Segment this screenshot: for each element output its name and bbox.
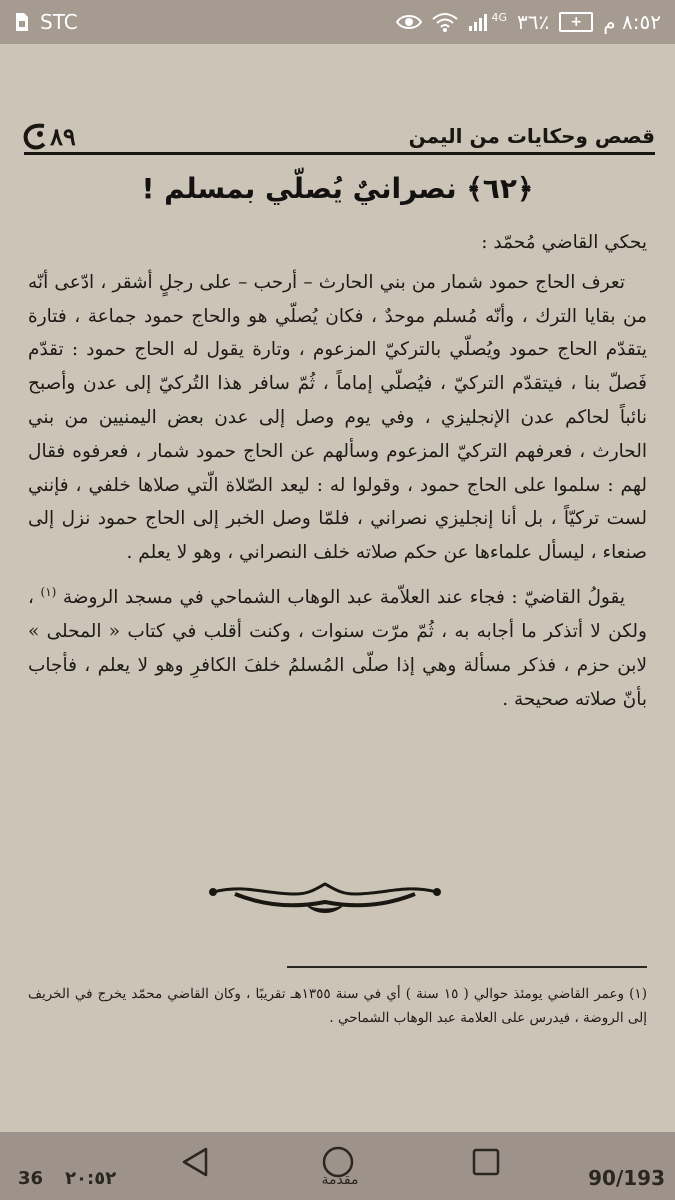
- clock: ٨:٥٢ م: [603, 10, 661, 34]
- paragraph-1: تعرف الحاج حمود شمار من بني الحارث – أرحب – على رجلٍ أشقر ، ادّعى أنّه من بقايا الترك ، وأنّه مُسلم موحدٌ ، فكان يُصلّي هو والحاج حمود جماعة ، فتارة يتقدّم الحاج حمود ويُصلّي بالتركيّ المزعوم ، وتارة يقول له الحاج حمود : تقدّم فَصلّ بنا ، فيتقدّم التركيّ ، فيُصلّي إماماً ، ثُمّ سافر هذا التُركيّ إلى عدن وأصبح نائباً لحاكم عدن الإنجليزي ، وفي يوم وصل إلى عدن بعض اليمنيين من بني الحارث ، فعرفهم التركيّ المزعوم وسألهم عن الحاج حمود شمار ، فعرفوه فقال لهم : سلموا على الحاج حمود ، وقولوا له : ليعد الصّلاة الّتي صلاها خلفي ، فإنني لست تركيّاً ، بل أنا إنجليزي نصراني ، فلمّا وصل الخبر إلى الحاج حمود نزل إلى صنعاء ، ليسأل علماءها عن حكم صلاته خلف النصراني ، وهو لا يعلم .: [28, 271, 647, 564]
- info-time: ٢٠:٥٢: [65, 1168, 117, 1189]
- footnote: (١) وعمر القاضي يومئذ حوالي ( ١٥ سنة ) أي في سنة ١٣٥٥هـ تقريبًا ، وكان القاضي محمّد يخرج في الخريف إلى الروضة ، فيدرس على العلامة عبد الوهاب الشماحي .: [28, 986, 647, 1026]
- network-type: 4G: [491, 10, 508, 24]
- home-label: مقدمة: [321, 1172, 359, 1188]
- running-head: [20, 124, 655, 164]
- status-left: [14, 10, 78, 34]
- chapter-title: ﴿٦٢﴾ نصرانيٌ يُصلّي بمسلم !: [141, 172, 534, 205]
- nav-info-left: [18, 1168, 116, 1189]
- page-counter: 90/193: [588, 1166, 665, 1190]
- square-recent-icon: [470, 1146, 502, 1178]
- paragraph-2-part-2: ، ولكن لا أتذكر ما أجابه به ، ثُمّ مرّت سنوات ، وكنت أقلب في كتاب « المحلى » لابن حزم ، فذكر مسألة وهي إذا صلّى المُسلمُ خلفَ الكافرِ وهو لا يعلم ، فأجاب بأنّ صلاته صحيحة .: [28, 587, 647, 710]
- paragraph-2-part-1: يقولُ القاضيّ : فجاء عند العلاّمة عبد الوهاب الشماحي في مسجد الروضة: [56, 587, 626, 609]
- footnote-reference[interactable]: (١): [40, 584, 57, 599]
- battery-charging-icon: +: [559, 12, 593, 32]
- body-text: [28, 226, 647, 716]
- status-right: [396, 10, 661, 34]
- book-title: قصص وحكايات من اليمن: [408, 124, 655, 148]
- battery-percent: ٣٦٪: [517, 10, 550, 34]
- eye-comfort-icon: [396, 13, 422, 31]
- wifi-icon: [432, 12, 458, 32]
- back-button[interactable]: [175, 1142, 215, 1182]
- header-rule: [24, 152, 655, 155]
- status-bar: [0, 0, 675, 44]
- corner-ornament-icon: [20, 122, 48, 154]
- footnote-rule: [287, 966, 647, 968]
- sim-card-icon: [14, 12, 30, 32]
- recent-apps-button[interactable]: [466, 1142, 506, 1182]
- page-number: ٨٩: [50, 122, 76, 151]
- paragraph-2: [28, 576, 647, 716]
- decorative-ornament-icon: [205, 880, 445, 920]
- intro-line: يحكي القاضي مُحمّد :: [481, 232, 647, 253]
- triangle-back-icon: [178, 1145, 212, 1179]
- carrier-name: STC: [40, 10, 78, 34]
- book-page[interactable]: [0, 44, 675, 1132]
- info-number: 36: [18, 1168, 44, 1189]
- navigation-bar: [0, 1132, 675, 1200]
- signal-icon: [468, 12, 490, 32]
